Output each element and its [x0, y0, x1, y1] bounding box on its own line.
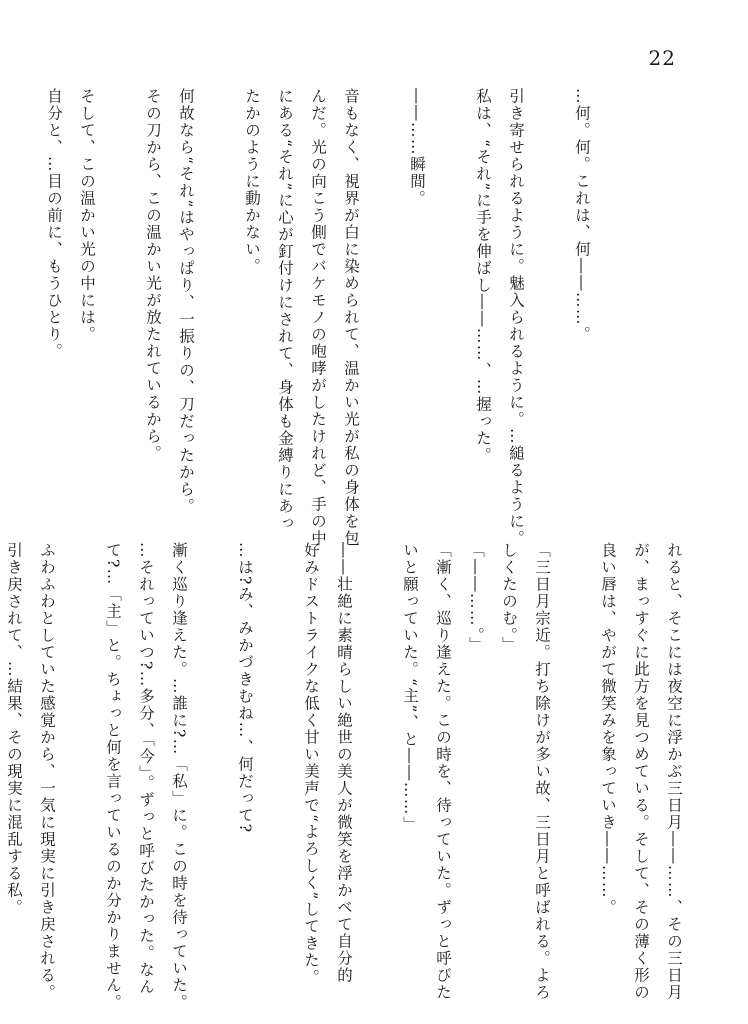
text-line: 自分と、…目の前に、もうひとり。: [45, 88, 63, 360]
text-line: …それっていつ?…多分、「今」。ずっと呼びたかった。なん: [137, 542, 155, 996]
lower-text-block: [5, 542, 690, 1011]
text-line: 漸く巡り逢えた。…誰に?…「私」に。この時を待っていた。: [170, 542, 188, 1011]
upper-text-block: [45, 88, 598, 547]
text-line: んだ。光の向こう側でバケモノの咆哮がしたけれど、手の中: [309, 88, 327, 547]
text-line: 「――……。」: [467, 542, 485, 654]
blank-line: [202, 88, 235, 514]
text-line: ふわふわとしていた感覚から、一気に現実に引き戻される。: [38, 542, 56, 1001]
text-line: 「三日月宗近。打ち除けが多い故、三日月と呼ばれる。よろ: [533, 542, 551, 1001]
text-line: ――壮絶に素晴らしい絶世の美人が微笑を浮かべて自分的: [335, 542, 353, 984]
text-line: 私は、“それ”に手を伸ばし――……、…握った。: [474, 88, 492, 464]
text-line: 引き寄せられるように。魅入られるように。…縋るように。: [507, 88, 525, 547]
blank-line: [195, 542, 228, 962]
blank-line: [433, 88, 466, 514]
page-number: 22: [648, 46, 676, 70]
text-line: が、まっすぐに此方を見つめている。そして、その薄く形の: [632, 542, 650, 1001]
blank-line: [532, 88, 565, 514]
text-line: 良い唇は、やがて微笑みを象っていき――……。: [599, 542, 617, 916]
text-line: 音もなく、視界が白に染められて、温かい光が私の身体を包: [342, 88, 360, 547]
text-line: [0, 88, 4, 514]
blank-line: [103, 88, 136, 514]
text-line: 好みドストライクな低く甘い美声で“よろしく”してきた。: [302, 542, 320, 986]
text-line: その刀から、この温かい光が放たれているから。: [144, 88, 162, 462]
blank-line: [4, 88, 37, 514]
blank-line: [261, 542, 294, 962]
text-line: ――……瞬間。: [408, 88, 426, 207]
text-line: そして、この温かい光の中には。: [78, 88, 96, 343]
text-line: 引き戻されて、…結果、その現実に混乱する私。: [5, 542, 23, 916]
text-line: にある“それ”に心が釘付けにされて、身体も金縛りにあっ: [276, 88, 294, 532]
text-line: れると、そこには夜空に浮かぶ三日月――……、その三日月: [665, 542, 683, 1001]
blank-line: [367, 88, 400, 514]
text-line: 何故なら“それ”はやっぱり、一振りの、刀だったから。: [177, 88, 195, 515]
text-line: しくたのむ。」: [500, 542, 518, 654]
blank-line: [558, 542, 591, 962]
text-line: て?…「主」と。ちょっと何を言っているのか分かりません。: [104, 542, 122, 1011]
text-line: …は?み、みかづきむね…、何だって?: [236, 542, 254, 834]
blank-line: [63, 542, 96, 962]
blank-line: [360, 542, 393, 962]
text-line: いと願っていた。“主”、と――……」: [401, 542, 419, 833]
text-line: たかのように動かない。: [243, 88, 261, 275]
text-line: 「漸く、巡り逢えた。この時を、待っていた。ずっと呼びた: [434, 542, 452, 1001]
text-line: …何。何。これは、何――……。: [573, 88, 591, 343]
